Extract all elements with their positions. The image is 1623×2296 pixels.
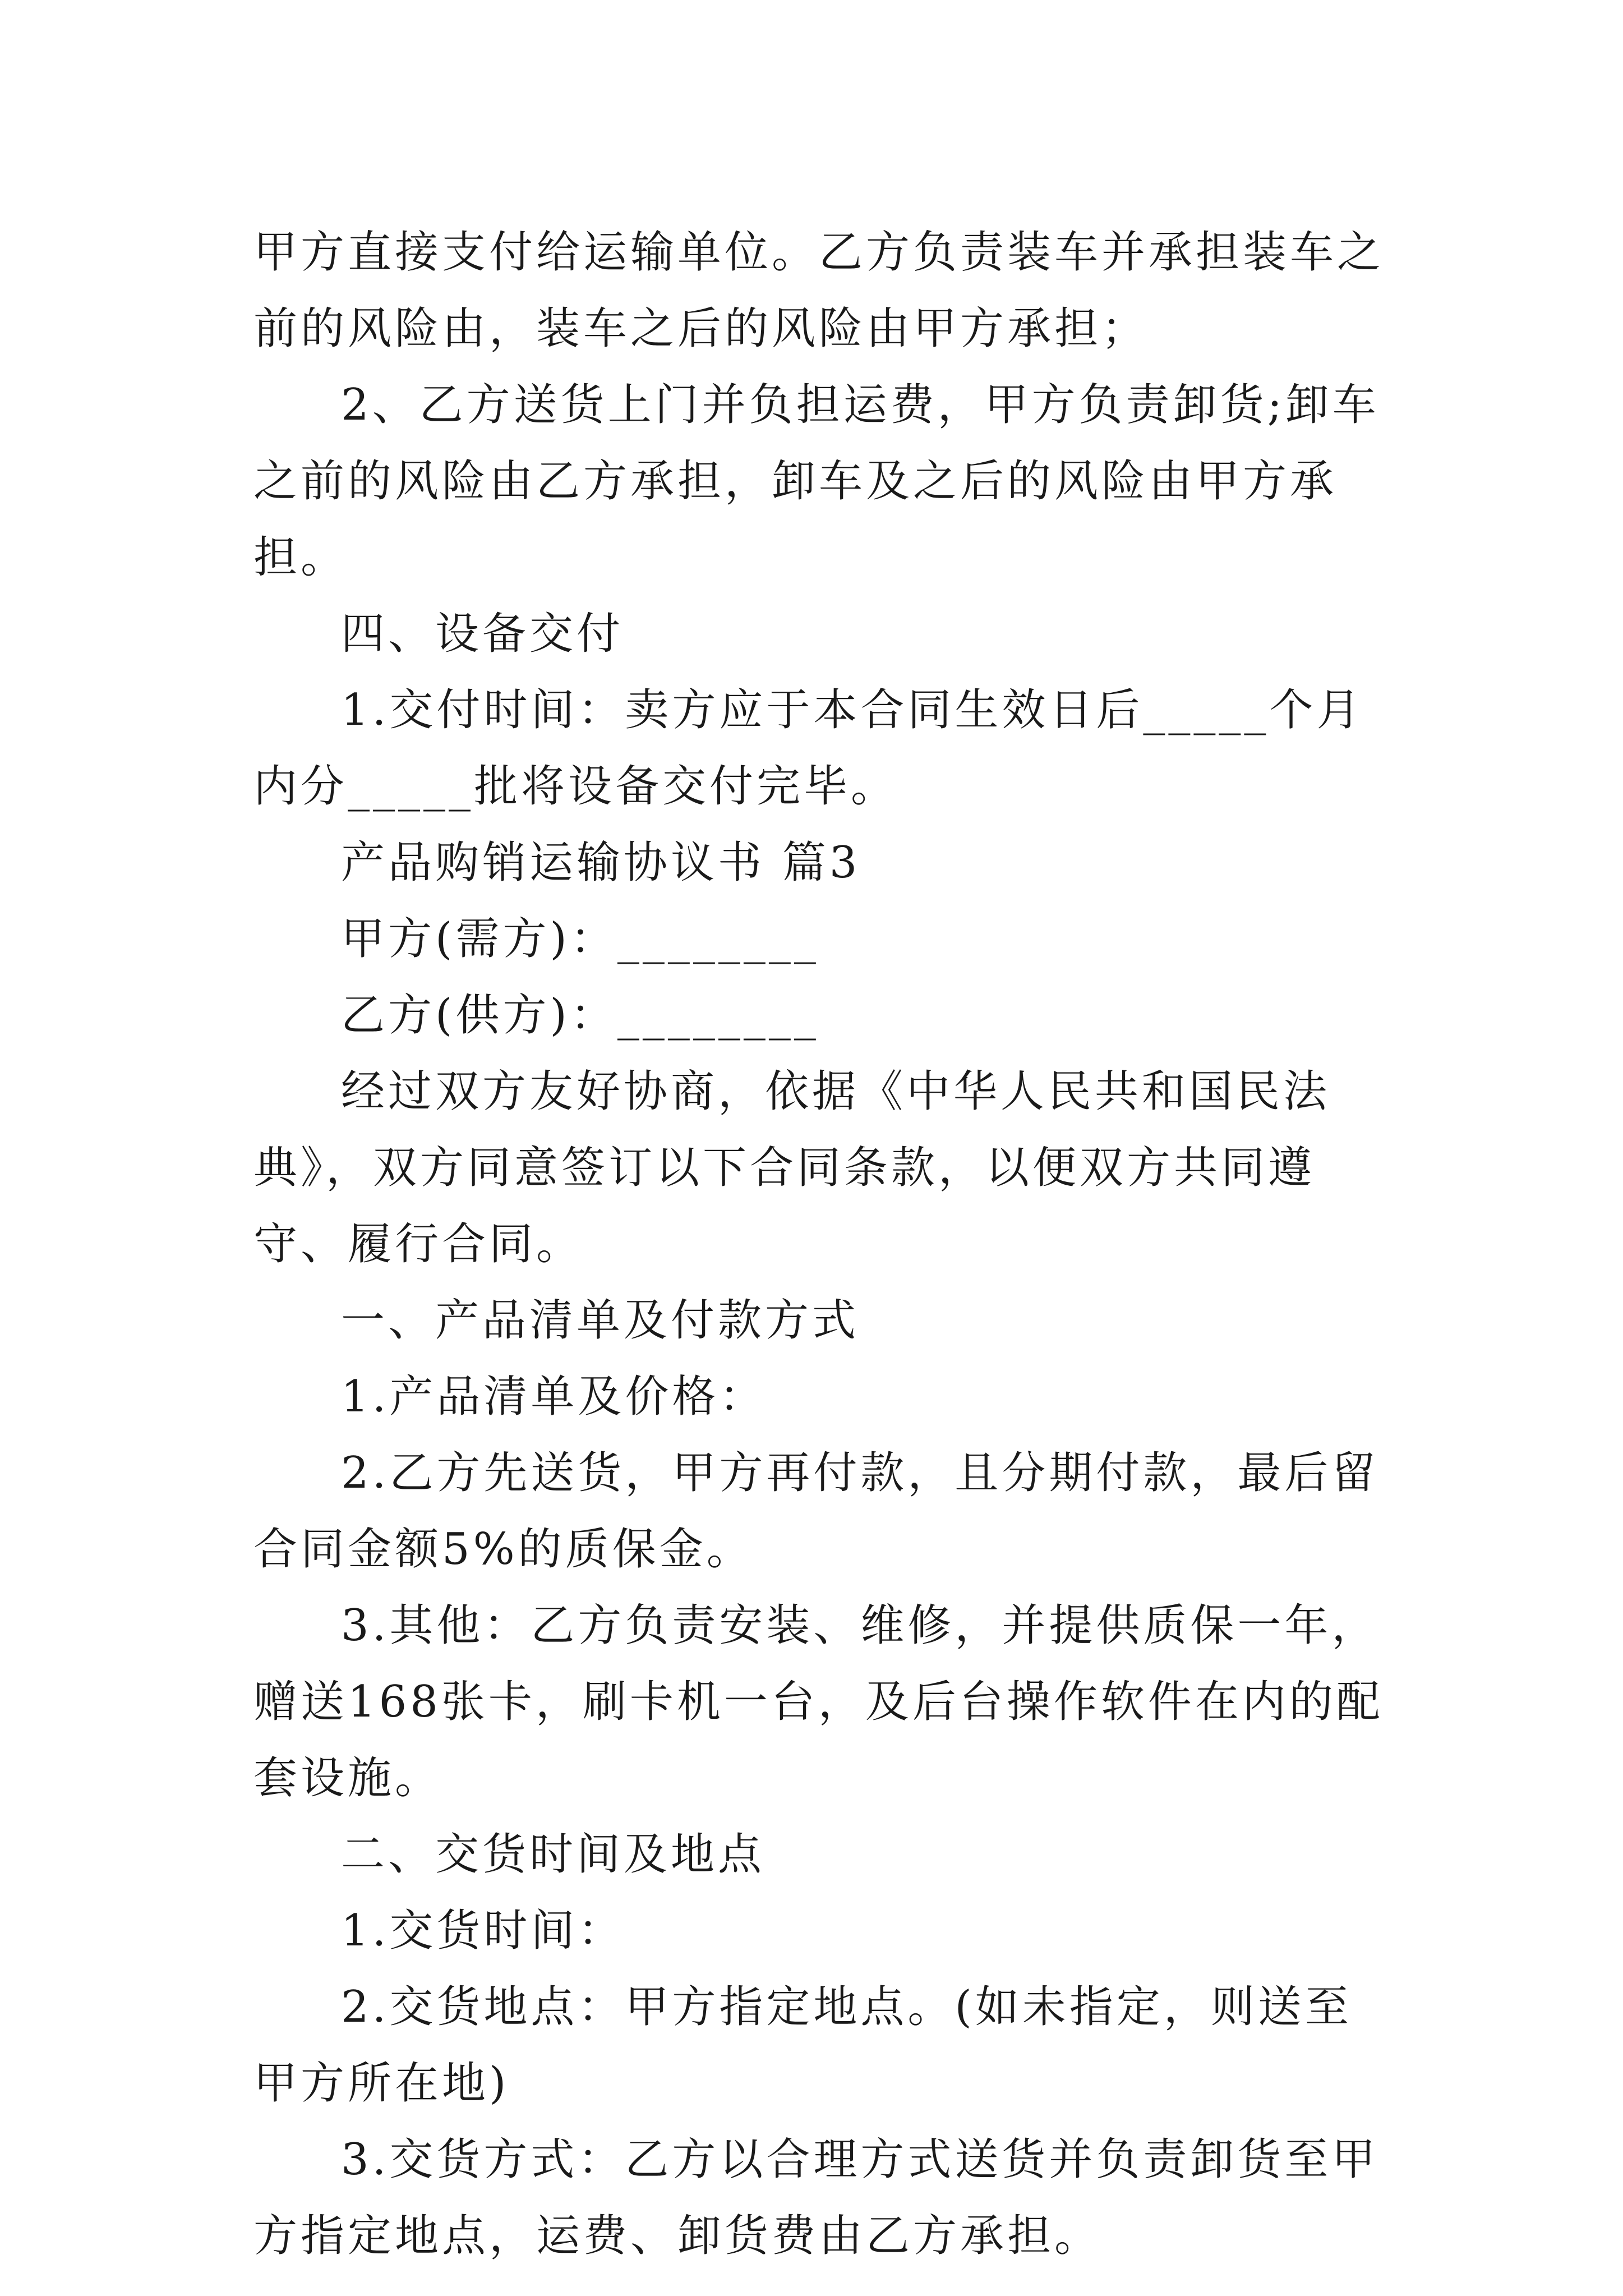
- item-payment-terms: 2.乙方先送货，甲方再付款，且分期付款，最后留合同金额5%的质保金。: [253, 1448, 1379, 1575]
- paragraph-transport-payment: 甲方直接支付给运输单位。乙方负责装车并承担装车之前的风险由，装车之后的风险由甲方承担；: [253, 227, 1385, 354]
- item-delivery-method: 3.交货方式：乙方以合理方式送货并负责卸货至甲方指定地点，运费、卸货费由乙方承担。: [253, 2134, 1379, 2261]
- paragraph-delivery-time: 1.交付时间：卖方应于本合同生效日后_____个月内分_____批将设备交付完毕。: [253, 685, 1364, 812]
- section-heading-equipment-delivery: 四、设备交付: [341, 609, 624, 659]
- item-product-list-price: 1.产品清单及价格：: [341, 1372, 767, 1422]
- item-delivery-place: 2.交货地点：甲方指定地点。(如未指定，则送至甲方所在地): [253, 1982, 1352, 2109]
- section-heading-product-list: 一、产品清单及付款方式: [341, 1295, 860, 1346]
- party-b-line: 乙方(供方)：________: [341, 990, 819, 1041]
- document-title-part-3: 产品购销运输协议书 篇3: [341, 838, 861, 888]
- paragraph-preamble: 经过双方友好协商，依据《中华人民共和国民法典》，双方同意签订以下合同条款，以便双方共同遵守、履行合同。: [253, 1066, 1331, 1269]
- party-a-line: 甲方(需方)：________: [341, 914, 819, 964]
- section-heading-delivery-time-place: 二、交货时间及地点: [341, 1829, 766, 1880]
- item-other-terms: 3.其他：乙方负责安装、维修，并提供质保一年，赠送168张卡，刷卡机一台，及后台操作软件在内的配套设施。: [253, 1600, 1384, 1803]
- document-body: [253, 214, 1386, 2274]
- item-delivery-time: 1.交货时间：: [341, 1906, 625, 1956]
- paragraph-delivery-risk: 2、乙方送货上门并负担运费，甲方负责卸货;卸车之前的风险由乙方承担，卸车及之后的风险由甲方承担。: [253, 380, 1380, 583]
